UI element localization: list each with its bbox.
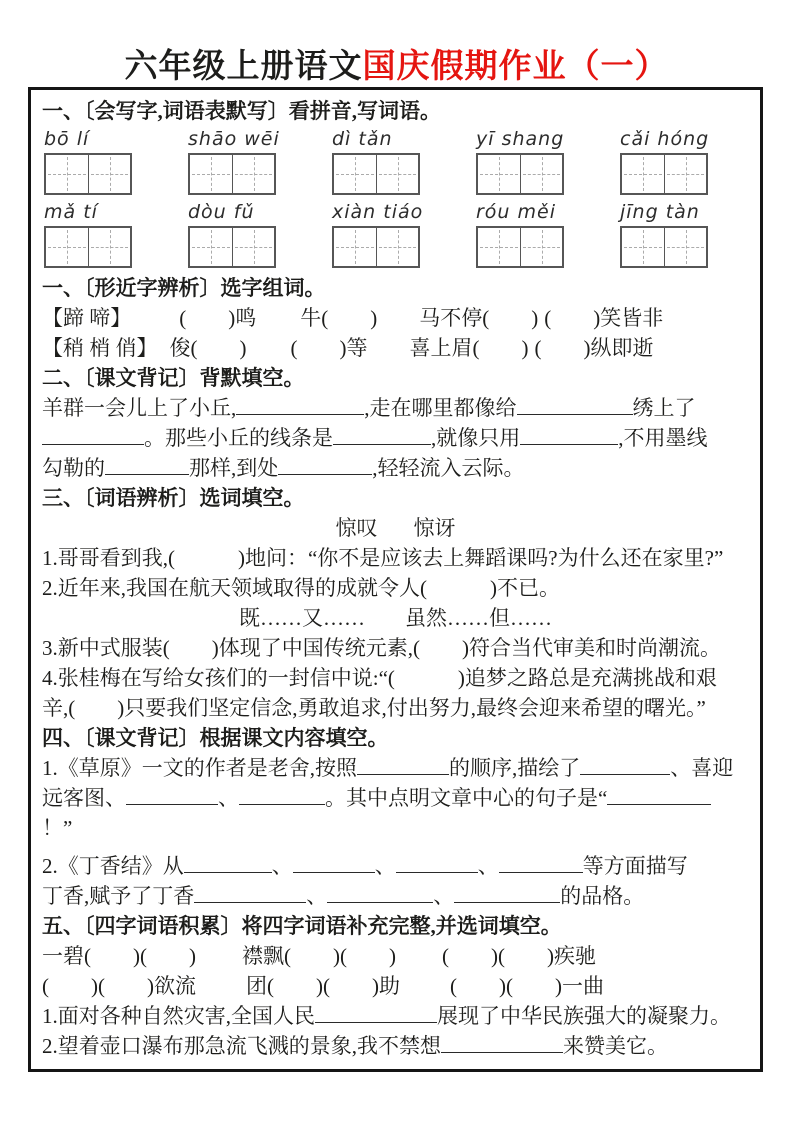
answer-blank[interactable]: [580, 753, 670, 775]
answer-blank[interactable]: [499, 851, 583, 873]
writing-grid-cell[interactable]: [46, 155, 88, 193]
worksheet-line: [42, 423, 749, 453]
text-run: 、: [271, 854, 293, 878]
writing-grid-cell[interactable]: [46, 228, 88, 266]
answer-blank[interactable]: [607, 783, 711, 805]
pinyin-label: dòu fǔ: [188, 201, 255, 223]
answer-blank[interactable]: [184, 851, 272, 873]
worksheet-line: [42, 633, 749, 663]
pinyin-label: xiàn tiáo: [332, 201, 424, 223]
text-run: 的品格。: [560, 884, 645, 908]
answer-blank[interactable]: [357, 753, 449, 775]
worksheet-line: [42, 971, 749, 1001]
worksheet-line: [42, 941, 749, 971]
inline-spacer: [400, 992, 450, 993]
text-run: 辛,( )只要我们坚定信念,勇敢追求,付出努力,最终会迎来希望的曙光。”: [42, 696, 706, 720]
writing-grid-cell[interactable]: [376, 228, 418, 266]
pinyin-label: bō lí: [44, 128, 90, 150]
pinyin-label: mǎ tí: [44, 201, 98, 223]
writing-grid-cell[interactable]: [664, 155, 706, 193]
text-run: 一碧( )( ): [42, 944, 196, 968]
worksheet-line: [42, 513, 749, 543]
text-run: 。那些小丘的线条是: [144, 426, 333, 450]
text-run: 喜上眉( ): [409, 336, 529, 360]
title-assignment-part: 国庆假期作业（一）: [362, 49, 669, 85]
text-run: ( )( )一曲: [449, 974, 604, 998]
writing-grid: [332, 226, 420, 268]
title-course-part: 六年级上册语文: [124, 49, 363, 85]
text-run: ！”: [42, 816, 73, 840]
inline-spacer: [158, 354, 170, 355]
answer-blank[interactable]: [327, 881, 433, 903]
writing-grid-cell[interactable]: [88, 155, 130, 193]
worksheet-line: [42, 783, 749, 813]
pinyin-word-column: [476, 200, 620, 268]
writing-grid-cell[interactable]: [88, 228, 130, 266]
answer-blank[interactable]: [42, 423, 144, 445]
worksheet-line: [42, 573, 749, 603]
text-run: 马不停( ): [419, 306, 539, 330]
worksheet-line: [42, 753, 749, 783]
text-run: 绣上了: [632, 396, 696, 420]
writing-grid: [476, 153, 564, 195]
text-run: 2.近年来,我国在航天领域取得的成就令人( )不已。: [42, 576, 560, 600]
writing-grid: [476, 226, 564, 268]
writing-grid-cell[interactable]: [376, 155, 418, 193]
pinyin-label: cǎi hóng: [620, 128, 710, 150]
writing-grid: [620, 153, 708, 195]
worksheet-line: [42, 603, 749, 633]
worksheet-line: [42, 543, 749, 573]
worksheet-body: [42, 96, 749, 1061]
text-run: 【稍 梢 俏】: [42, 336, 158, 360]
writing-grid: [188, 153, 276, 195]
text-run: 2.《丁香结》从: [42, 854, 184, 878]
text-run: 牛( ): [300, 306, 378, 330]
writing-grid-cell[interactable]: [190, 155, 232, 193]
text-run: 丁香,赋予了丁香: [42, 884, 195, 908]
inline-spacer: [365, 624, 405, 625]
pinyin-word-column: [188, 127, 332, 195]
text-run: 4.张桂梅在写给女孩们的一封信中说:“( )追梦之路总是充满挑战和艰: [42, 666, 717, 690]
answer-blank[interactable]: [126, 783, 218, 805]
worksheet-line: [42, 1031, 749, 1061]
vertical-spacer: [42, 843, 749, 851]
pinyin-word-column: [620, 200, 763, 268]
pinyin-word-column: [332, 200, 476, 268]
inline-spacer: [256, 324, 300, 325]
text-run: 虽然……但……: [405, 606, 552, 630]
inline-spacer: [378, 534, 414, 535]
writing-grid-cell[interactable]: [334, 155, 376, 193]
writing-grid: [44, 226, 132, 268]
text-run: 襟飘( )( ): [241, 944, 396, 968]
answer-blank[interactable]: [194, 881, 306, 903]
text-run: 勾勒的: [42, 456, 105, 480]
worksheet-line: [42, 851, 749, 881]
worksheet-line: [42, 813, 749, 843]
section-heading: 一、〔会写字,词语表默写〕看拼音,写词语。: [42, 99, 441, 123]
text-run: 3.新中式服装( )体现了中国传统元素,( )符合当代审美和时尚潮流。: [42, 636, 721, 660]
writing-grid: [620, 226, 708, 268]
worksheet-line: [42, 693, 749, 723]
text-run: 的顺序,描绘了: [449, 756, 581, 780]
text-run: 惊叹: [335, 516, 378, 540]
writing-grid: [188, 226, 276, 268]
text-run: ( )笑皆非: [544, 306, 664, 330]
worksheet-line: [42, 1001, 749, 1031]
writing-grid-cell[interactable]: [478, 155, 520, 193]
answer-blank[interactable]: [520, 423, 618, 445]
text-run: 惊讶: [413, 516, 456, 540]
text-run: 【蹄 啼】: [42, 306, 132, 330]
writing-grid-cell[interactable]: [664, 228, 706, 266]
text-run: ( )( )欲流: [42, 974, 196, 998]
text-run: 、: [477, 854, 499, 878]
writing-grid-cell[interactable]: [232, 155, 274, 193]
text-run: ( )( )疾驰: [441, 944, 596, 968]
text-run: 那样,到处: [189, 456, 279, 480]
answer-blank[interactable]: [278, 453, 372, 475]
answer-blank[interactable]: [396, 851, 478, 873]
section-heading: 二、〔课文背记〕背默填空。: [42, 366, 305, 390]
section-heading: 四、〔课文背记〕根据课文内容填空。: [42, 726, 389, 750]
section-heading: 三、〔词语辨析〕选词填空。: [42, 486, 305, 510]
text-run: ( )等: [290, 336, 368, 360]
text-run: 2.望着壶口瀑布那急流飞溅的景象,我不禁想: [42, 1034, 441, 1058]
pinyin-label: dì tǎn: [332, 128, 393, 150]
answer-blank[interactable]: [441, 1031, 563, 1053]
writing-grid-cell[interactable]: [190, 228, 232, 266]
text-run: ,走在哪里都像给: [364, 396, 517, 420]
text-run: 、: [374, 854, 396, 878]
pinyin-word-column: [44, 127, 188, 195]
text-run: 展现了中华民族强大的凝聚力。: [437, 1004, 731, 1028]
page-title: [0, 40, 793, 87]
text-run: 俊( ): [169, 336, 247, 360]
text-run: ( )鸣: [179, 306, 257, 330]
answer-blank[interactable]: [105, 453, 189, 475]
pinyin-word-row: [44, 127, 749, 195]
inline-spacer: [368, 354, 410, 355]
pinyin-word-column: [476, 127, 620, 195]
text-run: 团( )( )助: [245, 974, 400, 998]
writing-grid: [332, 153, 420, 195]
text-run: 等方面描写: [582, 854, 688, 878]
text-run: ( )纵即逝: [534, 336, 654, 360]
writing-grid-cell[interactable]: [622, 228, 664, 266]
writing-grid-cell[interactable]: [520, 228, 562, 266]
writing-grid: [44, 153, 132, 195]
text-run: 1.面对各种自然灾害,全国人民: [42, 1004, 315, 1028]
worksheet-line: [42, 663, 749, 693]
text-run: 1.《草原》一文的作者是老舍,按照: [42, 756, 357, 780]
answer-blank[interactable]: [293, 851, 375, 873]
writing-grid-cell[interactable]: [520, 155, 562, 193]
worksheet-line: [42, 453, 749, 483]
text-run: 1.哥哥看到我,( )地问：“你不是应该去上舞蹈课吗?为什么还在家里?”: [42, 546, 724, 570]
pinyin-label: jīng tàn: [620, 201, 700, 223]
worksheet-line: [42, 881, 749, 911]
pinyin-word-column: [44, 200, 188, 268]
text-run: 既……又……: [239, 606, 365, 630]
writing-grid-cell[interactable]: [622, 155, 664, 193]
worksheet-line: [42, 333, 749, 363]
answer-blank[interactable]: [454, 881, 560, 903]
worksheet-frame: [28, 87, 763, 1072]
text-run: 。其中点明文章中心的句子是“: [325, 786, 608, 810]
writing-grid-cell[interactable]: [334, 228, 376, 266]
inline-spacer: [247, 354, 291, 355]
text-run: 、: [433, 884, 455, 908]
inline-spacer: [196, 992, 246, 993]
answer-blank[interactable]: [315, 1001, 437, 1023]
answer-blank[interactable]: [333, 423, 431, 445]
worksheet-line: [42, 303, 749, 333]
pinyin-label: yī shang: [476, 128, 565, 150]
text-run: 、: [218, 786, 239, 810]
inline-spacer: [396, 962, 442, 963]
pinyin-label: róu měi: [476, 201, 556, 223]
worksheet-line: [42, 393, 749, 423]
writing-grid-cell[interactable]: [478, 228, 520, 266]
pinyin-word-column: [188, 200, 332, 268]
text-run: ,轻轻流入云际。: [372, 456, 525, 480]
pinyin-word-column: [620, 127, 763, 195]
text-run: 、喜迎: [670, 756, 734, 780]
text-run: 来赞美它。: [563, 1034, 668, 1058]
inline-spacer: [131, 324, 179, 325]
inline-spacer: [377, 324, 419, 325]
text-run: 远客图、: [42, 786, 126, 810]
pinyin-word-row: [44, 200, 749, 268]
section-heading: 一、〔形近字辨析〕选字组词。: [42, 276, 326, 300]
pinyin-label: shāo wēi: [188, 128, 280, 150]
text-run: ,不用墨线: [618, 426, 708, 450]
writing-grid-cell[interactable]: [232, 228, 274, 266]
answer-blank[interactable]: [517, 393, 633, 415]
text-run: 羊群一会儿上了小丘,: [42, 396, 237, 420]
answer-blank[interactable]: [239, 783, 325, 805]
answer-blank[interactable]: [236, 393, 364, 415]
text-run: 、: [306, 884, 328, 908]
pinyin-word-column: [332, 127, 476, 195]
inline-spacer: [196, 962, 242, 963]
text-run: ,就像只用: [431, 426, 521, 450]
section-heading: 五、〔四字词语积累〕将四字词语补充完整,并选词填空。: [42, 914, 562, 938]
